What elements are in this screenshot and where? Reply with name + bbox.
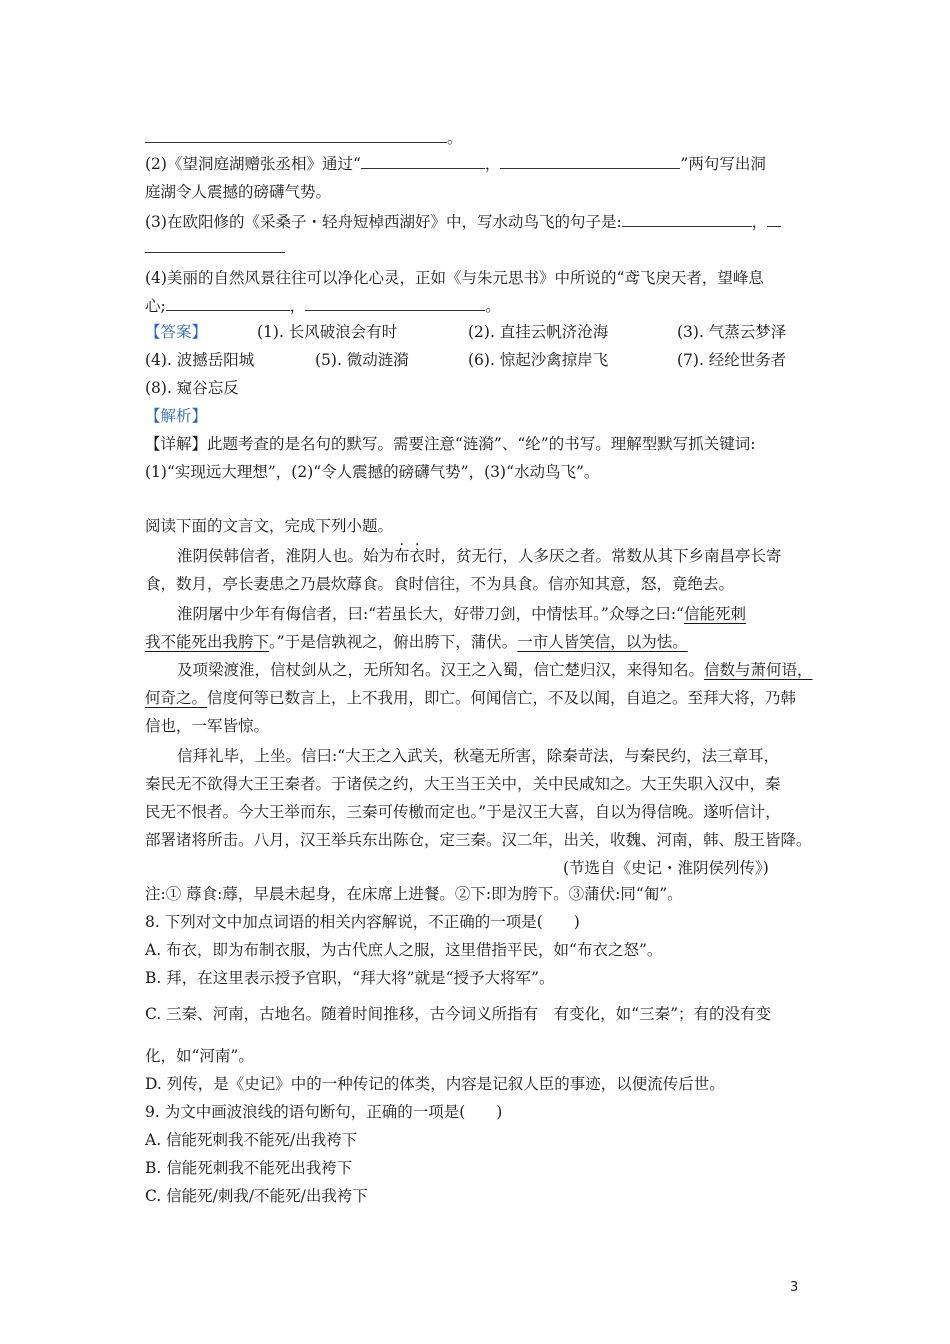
underlined-text: 信数与萧何语， (704, 661, 813, 679)
passage-source: (节选自《史记・淮阴侯列传》) (563, 859, 769, 877)
question-9: 9. 为文中画波浪线的语句断句，正确的一项是( ) (145, 1103, 503, 1121)
passage-p3-line-3: 信也，一军皆惊。 (145, 717, 270, 735)
question-3-line-2 (145, 238, 285, 258)
question-2-line: (2)《望洞庭湖赠张丞相》通过“ ， ”两句写出洞 (145, 155, 766, 173)
passage-p4-line-1: 信拜礼毕，上坐。信曰:“大王之入武关，秋毫无所害，除秦苛法，与秦民约，法三章耳， (177, 747, 780, 765)
q9-option-c[interactable]: C. 信能死/刺我/不能死/出我袴下 (145, 1187, 368, 1205)
wavy-underlined-text: 信能死刺 (683, 605, 746, 623)
passage-p1-line-1: 淮阴侯韩信者，淮阴人也。始为布衣时，贫无行，人多厌之者。常数从其下乡南昌亭长寄 (177, 547, 782, 565)
answer-blank[interactable] (361, 154, 485, 169)
passage-p1-line-2: 食，数月，亭长妻患之乃晨炊蓐食。食时信往，不为具食。信亦知其意，怒，竟绝去。 (145, 575, 735, 593)
q8-option-a[interactable]: A. 布衣，即为布制衣服，为古代庶人之服，这里借指平民，如“布衣之怒”。 (145, 941, 663, 959)
detail-line-2: (1)“实现远大理想”，(2)“令人震撼的磅礴气势”，(3)“水动鸟飞”。 (145, 463, 600, 481)
answer-row-2: (4). 波撼岳阳城 (5). 微动涟漪 (6). 惊起沙禽掠岸飞 (7). 经纶世务者 (145, 351, 787, 369)
question-2-line-2: 庭湖令人震撼的磅礴气势。 (145, 183, 332, 201)
passage-p3-line-1: 及项梁渡淮，信杖剑从之，无所知名。汉王之入蜀，信亡楚归汉，来得知名。信数与萧何语， (177, 661, 813, 679)
answer-blank[interactable] (622, 212, 752, 227)
answer-blank[interactable] (767, 212, 781, 227)
answer-blank[interactable] (305, 296, 485, 311)
q9-option-b[interactable]: B. 信能死刺我不能死出我袴下 (145, 1159, 353, 1177)
reading-instruction: 阅读下面的文言文，完成下列小题。 (145, 517, 394, 535)
question-4-line-2: 心; ， 。 (145, 297, 501, 315)
answer-label: 【答案】 (145, 323, 208, 341)
annotation-note: 注:① 蓐食:蓐，早晨未起身，在床席上进餐。②下:即为胯下。③蒲伏:同“匍”。 (145, 885, 683, 903)
answer-blank[interactable] (145, 128, 447, 143)
q8-option-d[interactable]: D. 列传，是《史记》中的一种传记的体类，内容是记叙人臣的事迹，以便流传后世。 (145, 1075, 725, 1093)
passage-p4-line-2: 秦民无不欲得大王王秦者。于诸侯之约，大王当王关中，关中民咸知之。大王失职入汉中，秦 (145, 775, 781, 793)
question-8: 8. 下列对文中加点词语的相关内容解说，不正确的一项是( ) (145, 913, 580, 931)
page-number: 3 (790, 1280, 799, 1295)
passage-p2-line-1: 淮阴屠中少年有侮信者，曰:“若虽长大，好带刀剑，中情怯耳。”众辱之曰:“信能死刺 (177, 605, 746, 623)
q8-option-b[interactable]: B. 拜，在这里表示授予官职，“拜大将”就是“授予大将军”。 (145, 969, 555, 987)
underlined-text: 何奇之。 (145, 689, 208, 707)
fill-line-0: 。 (145, 128, 463, 148)
underlined-text: 一市人皆笑信，以为怯。 (517, 633, 688, 651)
answer-blank[interactable] (500, 154, 680, 169)
dotted-word: 衣 (409, 547, 426, 565)
answer-row-1: 【答案】 (1). 长风破浪会有时 (2). 直挂云帆济沧海 (3). 气蒸云梦泽 (145, 323, 787, 341)
q9-option-a[interactable]: A. 信能死刺我不能死/出我袴下 (145, 1131, 358, 1149)
wavy-underlined-text: 我不能死出我胯下 (145, 633, 270, 651)
q8-option-c-cont: 化，如“河南”。 (145, 1047, 254, 1065)
passage-p2-line-2: 我不能死出我胯下。”于是信孰视之，俯出胯下，蒲伏。一市人皆笑信，以为怯。 (145, 633, 688, 651)
passage-p4-line-4: 部署诸将所击。八月，汉王举兵东出陈仓，定三秦。汉二年，出关，收魏、河南，韩、殷王皆降。 (145, 831, 812, 849)
answer-blank[interactable] (166, 296, 290, 311)
dotted-word: 布 (394, 547, 410, 565)
passage-p4-line-3: 民无不恨者。今大王举而东，三秦可传檄而定也。”于是汉王大喜，自以为得信晚。遂听信计， (145, 803, 781, 821)
question-4-line: (4)美丽的自然风景往往可以净化心灵，正如《与朱元思书》中所说的“鸢飞戾天者，望峰息 (145, 269, 764, 287)
passage-p3-line-2: 何奇之。信度何等已数言上，上不我用，即亡。何闻信亡，不及以闻，自追之。至拜大将，乃韩 (145, 689, 797, 707)
q8-option-c[interactable]: C. 三秦、河南，古地名。随着时间推移，古今词义所指有 有变化，如“三秦”；有的没有变 (145, 1005, 772, 1023)
detail-line-1: 【详解】此题考查的是名句的默写。需要注意“涟漪”、“纶”的书写。理解型默写抓关键词: (145, 435, 756, 453)
question-3-line: (3)在欧阳修的《采桑子・轻舟短棹西湖好》中，写水动鸟飞的句子是: ， (145, 212, 781, 232)
answer-blank[interactable] (145, 238, 285, 253)
answer-row-3: (8). 窥谷忘反 (145, 379, 239, 397)
analysis-label: 【解析】 (145, 407, 208, 425)
